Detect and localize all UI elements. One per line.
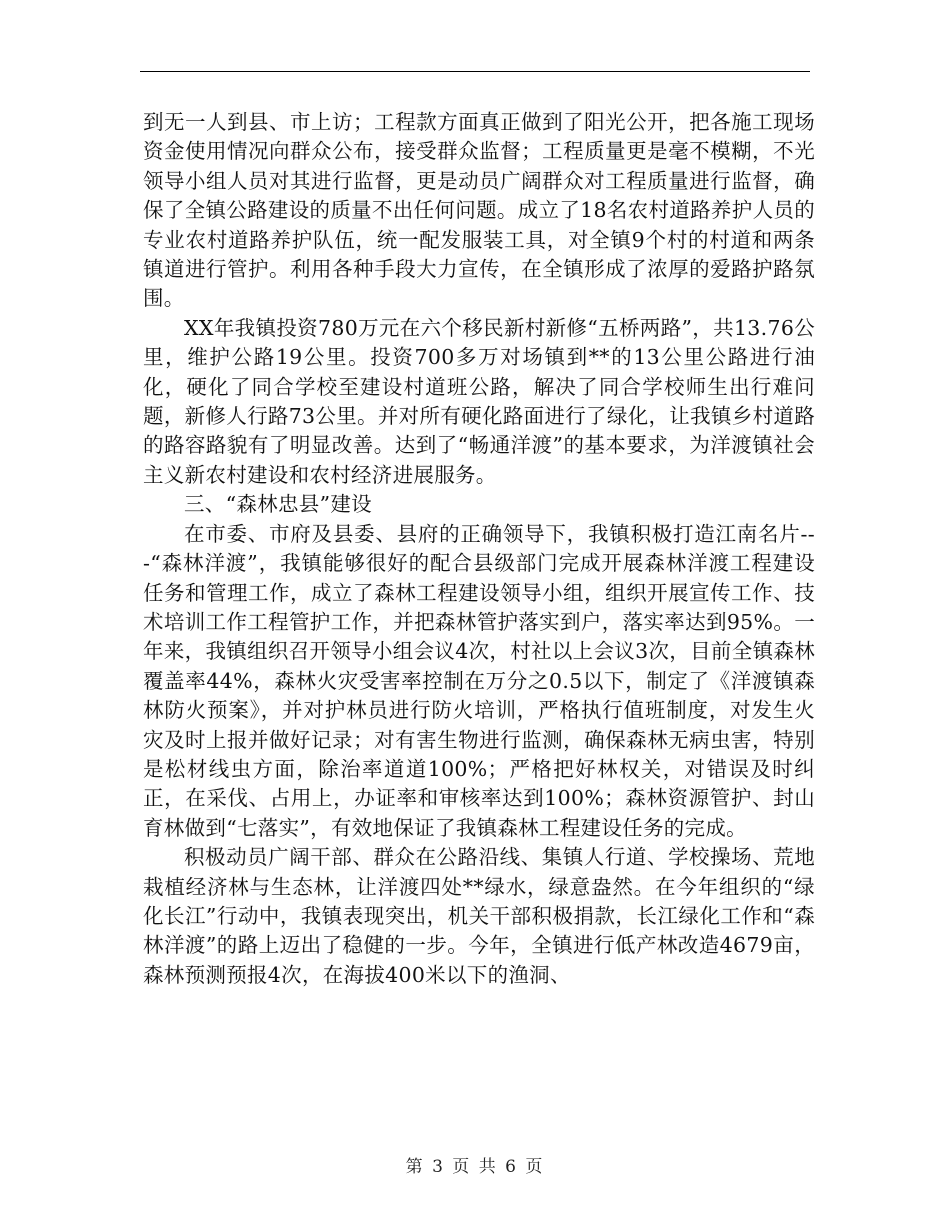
paragraph-forest-construction: 在市委、市府及县委、县府的正确领导下，我镇积极打造江南名片---“森林洋渡”，我镇能够很好的配合县级部门完成开展森林洋渡工程建设任务和管理工作，成立了森林工程建设领导小组，组织开展宣传工作、技术培训工作工程管护工作，并把森林管护落实到户，落实率达到95%。一年来，我镇组织召开领导小组会议4次，村社以上会议3次，目前全镇森林覆盖率44%，森林火灾受害率控制在万分之0.5以下，制定了《洋渡镇森林防火预案》，并对护林员进行防火培训，严格执行值班制度，对发生火灾及时上报并做好记录；对有害生物进行监测，确保森林无病虫害，特别是松材线虫方面，除治率道道100%；严格把好林权关，对错误及时纠正，在采伐、占用上，办证率和审核率达到100%；森林资源管护、封山育林做到“七落实”，有效地保证了我镇森林工程建设任务的完成。	[143, 521, 815, 840]
page-number-footer: 第 3 页 共 6 页	[405, 1157, 545, 1177]
header-rule	[140, 71, 810, 72]
document-body	[143, 108, 815, 990]
paragraph-continued: 到无一人到县、市上访；工程款方面真正做到了阳光公开，把各施工现场资金使用情况向群众公布，接受群众监督；工程质量更是毫不模糊，不光领导小组人员对其进行监督，更是动员广阔群众对工程质量进行监督，确保了全镇公路建设的质量不出任何问题。成立了18名农村道路养护人员的专业农村道路养护队伍，统一配发服装工具，对全镇9个村的村道和两条镇道进行管护。利用各种手段大力宣传，在全镇形成了浓厚的爱路护路氛围。	[143, 110, 815, 311]
paragraph-greening: 积极动员广阔干部、群众在公路沿线、集镇人行道、学校操场、荒地栽植经济林与生态林，让洋渡四处**绿水，绿意盎然。在今年组织的“绿化长江”行动中，我镇表现突出，机关干部积极捐款，长江绿化工作和“森林洋渡”的路上迈出了稳健的一步。今年，全镇进行低产林改造4679亩，森林预测预报4次，在海拔400米以下的渔洞、	[143, 845, 815, 987]
section-heading: 三、“森林忠县”建设	[184, 492, 372, 517]
paragraph-road-investment: XX年我镇投资780万元在六个移民新村新修“五桥两路”，共13.76公里，维护公路19公里。投资700多万对场镇到**的13公里公路进行油化，硬化了同合学校至建设村道班公路，解决了同合学校师生出行难问题，新修人行路73公里。并对所有硬化路面进行了绿化，让我镇乡村道路的路容路貌有了明显改善。达到了“畅通洋渡”的基本要求，为洋渡镇社会主义新农村建设和农村经济进展服务。	[143, 315, 815, 487]
